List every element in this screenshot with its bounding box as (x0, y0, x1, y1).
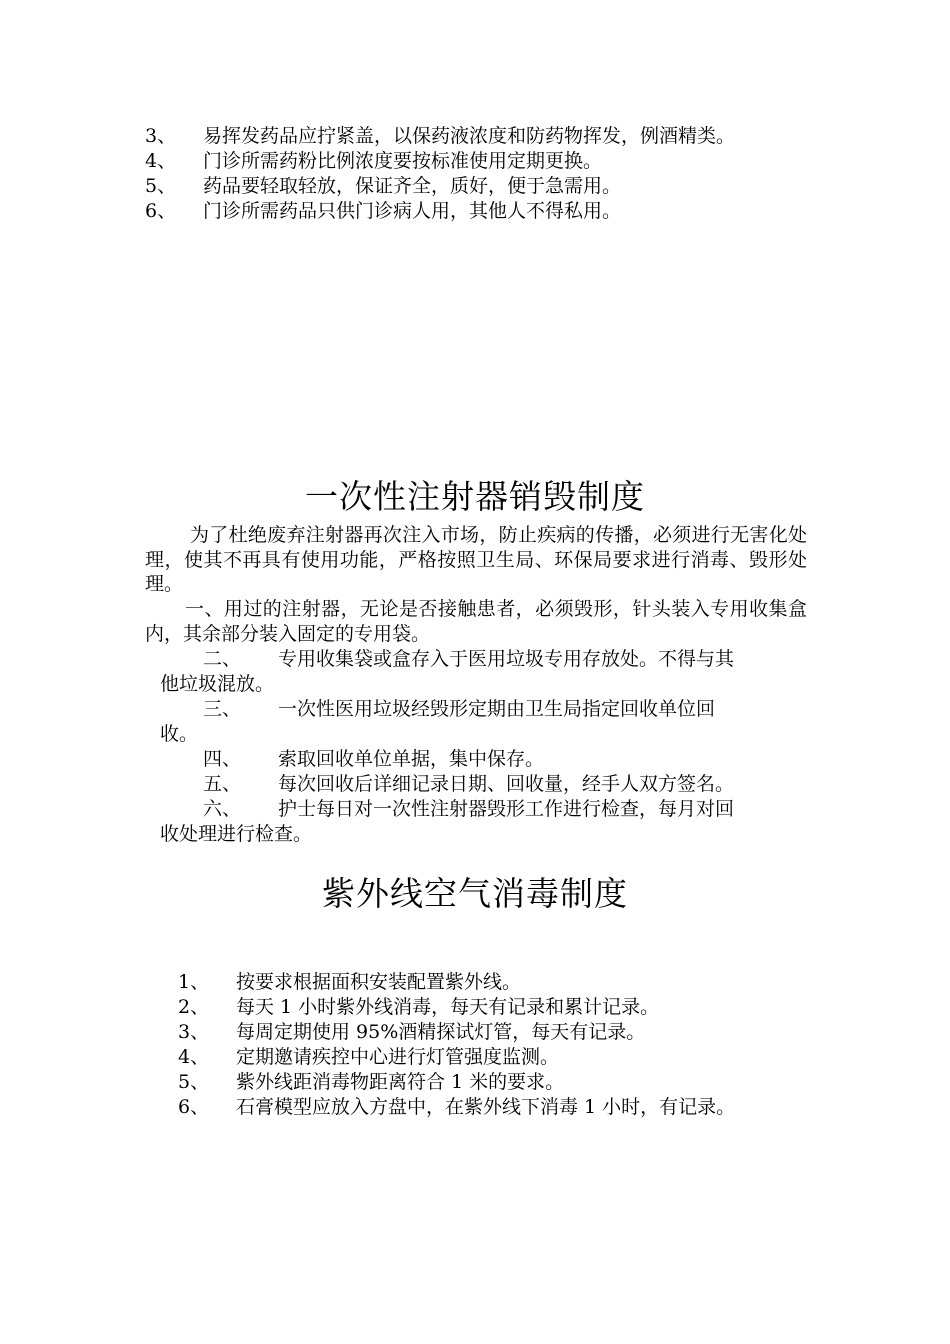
item-number: 3、 (178, 1021, 210, 1043)
item-text: 易挥发药品应拧紧盖，以保药液浓度和防药物挥发，例酒精类。 (203, 125, 736, 147)
item-text: 药品要轻取轻放，保证齐全，质好，便于急需用。 (203, 175, 622, 197)
item-text: 石膏模型应放入方盘中，在紫外线下消毒 1 小时，有记录。 (236, 1096, 736, 1118)
syringe-policy-intro: 为了杜绝废弃注射器再次注入市场，防止疾病的传播，必须进行无害化处理，使其不再具有使用功能，严格按照卫生局、环保局要求进行消毒、毁形处理。 (145, 524, 807, 595)
item-number: 五、 (203, 773, 242, 795)
uv-policy-title: 紫外线空气消毒制度 (322, 874, 628, 913)
syringe-policy-item-1: 一、用过的注射器，无论是否接触患者，必须毁形，针头装入专用收集盒内，其余部分装入固定的专用袋。 (145, 598, 807, 645)
item-number: 6、 (178, 1096, 210, 1118)
item-number: 六、 (203, 798, 242, 820)
item-text: 每天 1 小时紫外线消毒，每天有记录和累计记录。 (236, 996, 660, 1018)
item-number: 6、 (145, 200, 177, 222)
item-text: 紫外线距消毒物距离符合 1 米的要求。 (236, 1071, 565, 1093)
item-text: 每周定期使用 95%酒精探试灯管，每天有记录。 (236, 1021, 646, 1043)
item-text: 专用收集袋或盒存入于医用垃圾专用存放处。不得与其 (278, 648, 735, 670)
item-text: 索取回收单位单据，集中保存。 (278, 748, 545, 770)
item-text: 一次性医用垃圾经毁形定期由卫生局指定回收单位回 (278, 698, 716, 720)
item-text: 收。 (160, 723, 199, 745)
item-text: 门诊所需药粉比例浓度要按标准使用定期更换。 (203, 150, 603, 172)
item-number: 5、 (178, 1071, 210, 1093)
item-text: 定期邀请疾控中心进行灯管强度监测。 (236, 1046, 560, 1068)
item-number: 四、 (203, 748, 242, 770)
item-text: 按要求根据面积安装配置紫外线。 (236, 971, 522, 993)
item-number: 5、 (145, 175, 177, 197)
syringe-policy-title: 一次性注射器销毁制度 (305, 477, 645, 516)
item-text: 收处理进行检查。 (160, 823, 313, 845)
item-text: 门诊所需药品只供门诊病人用，其他人不得私用。 (203, 200, 622, 222)
item-number: 1、 (178, 971, 210, 993)
item-number: 4、 (178, 1046, 210, 1068)
item-text: 护士每日对一次性注射器毁形工作进行检查，每月对回 (278, 798, 735, 820)
item-text: 每次回收后详细记录日期、回收量，经手人双方签名。 (278, 773, 735, 795)
item-number: 2、 (178, 996, 210, 1018)
item-text: 他垃圾混放。 (160, 673, 275, 695)
item-number: 3、 (145, 125, 177, 147)
item-number: 二、 (203, 648, 242, 670)
item-number: 三、 (203, 698, 242, 720)
item-number: 4、 (145, 150, 177, 172)
